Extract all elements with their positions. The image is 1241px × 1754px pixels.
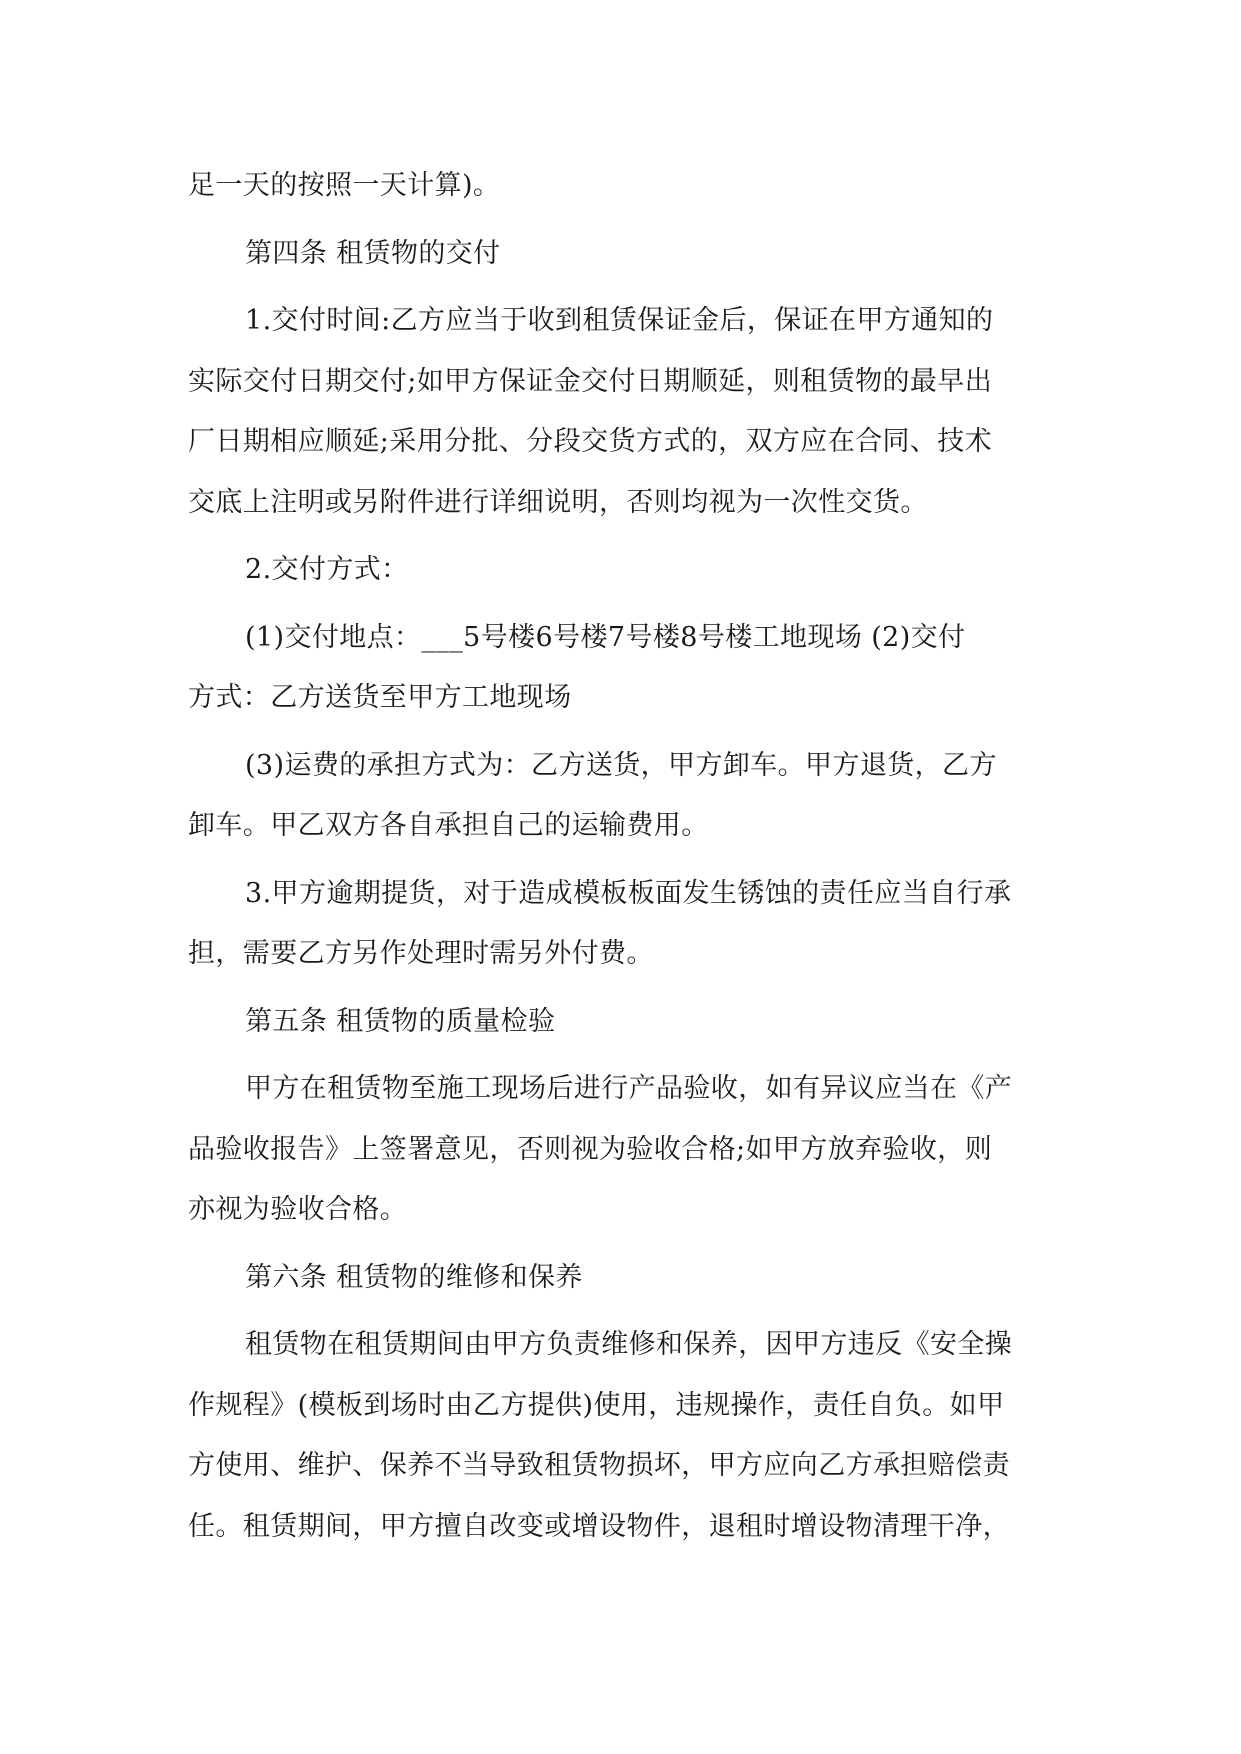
- text-line: 实际交付日期交付;如甲方保证金交付日期顺延，则租赁物的最早出: [188, 365, 993, 397]
- text-line: 交底上注明或另附件进行详细说明，否则均视为一次性交货。: [188, 486, 928, 518]
- text-line: 3.甲方逾期提货，对于造成模板板面发生锈蚀的责任应当自行承: [245, 877, 1012, 909]
- paragraph-late-pickup: [188, 864, 1056, 985]
- text-line: 足一天的按照一天计算)。: [188, 170, 501, 201]
- text-line: 租赁物在租赁期间由甲方负责维修和保养，因甲方违反《安全操: [245, 1329, 1013, 1360]
- article-4-heading: 第四条 租赁物的交付: [245, 237, 501, 269]
- paragraph-quality-inspection: [188, 1059, 1056, 1241]
- paragraph-delivery-location: [188, 608, 1056, 729]
- text-line: 厂日期相应顺延;采用分批、分段交货方式的，双方应在合同、技术: [188, 426, 993, 457]
- text-line: 卸车。甲乙双方各自承担自己的运输费用。: [188, 810, 709, 841]
- text-line: 担，需要乙方另作处理时需另外付费。: [188, 938, 654, 969]
- document-body: [188, 156, 1056, 1564]
- paragraph-maintenance: [188, 1315, 1056, 1557]
- text-line: 作规程》(模板到场时由乙方提供)使用，违规操作，责任自负。如甲: [188, 1389, 1005, 1421]
- text-line: 1.交付时间:乙方应当于收到租赁保证金后，保证在甲方通知的: [245, 305, 994, 336]
- paragraph-freight: [188, 736, 1056, 857]
- article-6-heading: 第六条 租赁物的维修和保养: [245, 1261, 583, 1293]
- text-line: 品验收报告》上签署意见，否则视为验收合格;如甲方放弃验收，则: [188, 1133, 993, 1165]
- text-line: (3)运费的承担方式为：乙方送货，甲方卸车。甲方退货，乙方: [245, 749, 997, 781]
- text-line: 甲方在租赁物至施工现场后进行产品验收，如有异议应当在《产: [245, 1073, 1013, 1104]
- paragraph-delivery-time: [188, 291, 1056, 533]
- article-5-heading: 第五条 租赁物的质量检验: [245, 1005, 556, 1037]
- paragraph-delivery-method: [188, 540, 1056, 601]
- paragraph-continuation: [188, 156, 1056, 217]
- text-line: 方使用、维护、保养不当导致租赁物损坏，甲方应向乙方承担赔偿责: [188, 1450, 1010, 1481]
- text-line: (1)交付地点：___5号楼6号楼7号楼8号楼工地现场 (2)交付: [245, 621, 966, 653]
- text-line: 2.交付方式：: [245, 554, 409, 585]
- text-line: 亦视为验收合格。: [188, 1194, 408, 1225]
- text-line: 任。租赁期间，甲方擅自改变或增设物件，退租时增设物清理干净，: [188, 1510, 1010, 1542]
- text-line: 方式：乙方送货至甲方工地现场: [188, 682, 572, 713]
